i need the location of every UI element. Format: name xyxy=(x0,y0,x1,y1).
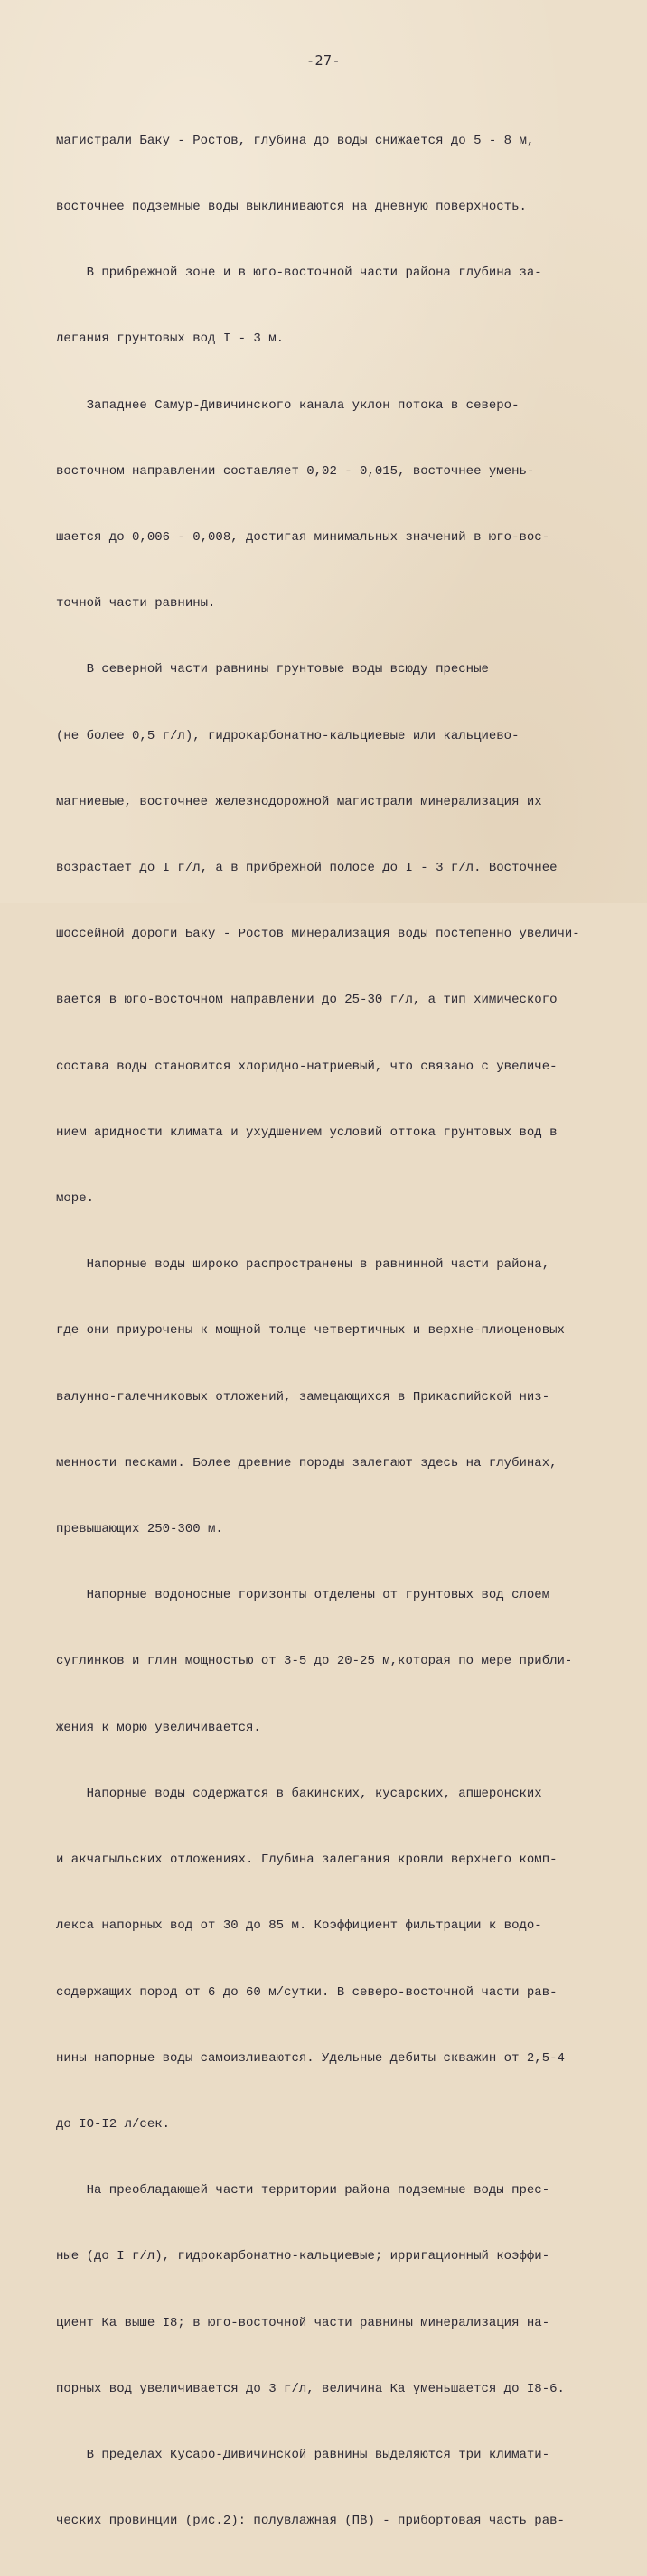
body-text xyxy=(56,86,598,2576)
text-line: точной части равнины. xyxy=(56,596,216,611)
text-line: состава воды становится хлоридно-натриевый, что связано с увеличе- xyxy=(56,1059,558,1074)
text-line: вается в юго-восточном направлении до 25-30 г/л, а тип химического xyxy=(56,993,558,1008)
text-line: ные (до I г/л), гидрокарбонатно-кальциевые; ирригационный коэффи- xyxy=(56,2249,550,2264)
text-line: магниевые, восточнее железнодорожной магистрали минерализация их xyxy=(56,794,542,809)
text-line: восточнее подземные воды выклиниваются на дневную поверхность. xyxy=(56,200,527,215)
text-line: Напорные воды широко распространены в равнинной части района, xyxy=(56,1257,550,1273)
text-line: (не более 0,5 г/л), гидрокарбонатно-кальциевые или кальциево- xyxy=(56,728,520,743)
text-line: магистрали Баку - Ростов, глубина до воды снижается до 5 - 8 м, xyxy=(56,133,535,148)
text-line: восточном направлении составляет 0,02 - 0,015, восточнее умень- xyxy=(56,463,535,479)
text-line: Напорные воды содержатся в бакинских, кусарских, апшеронских xyxy=(56,1786,542,1801)
text-line: и акчагыльских отложениях. Глубина залегания кровли верхнего комп- xyxy=(56,1853,558,1868)
text-line: шается до 0,006 - 0,008, достигая минимальных значений в юго-вос- xyxy=(56,530,550,546)
text-line: В северной части равнины грунтовые воды всюду пресные xyxy=(56,662,489,677)
text-line: суглинков и глин мощностью от 3-5 до 20-25 м,которая по мере прибли- xyxy=(56,1654,573,1669)
text-line: порных вод увеличивается до 3 г/л, величина Ка уменьшается до I8-6. xyxy=(56,2381,565,2396)
text-line: шоссейной дороги Баку - Ростов минерализация воды постепенно увеличи- xyxy=(56,927,580,942)
text-line: В прибрежной зоне и в юго-восточной части района глубина за- xyxy=(56,266,542,281)
text-line: циент Ка выше I8; в юго-восточной части равнины минерализация на- xyxy=(56,2315,550,2330)
text-line: На преобладающей части территории района подземные воды прес- xyxy=(56,2183,550,2198)
text-line: Западнее Самур-Дивичинского канала уклон потока в северо- xyxy=(56,397,520,413)
text-line: Напорные водоносные горизонты отделены от грунтовых вод слоем xyxy=(56,1588,550,1603)
text-line: жения к морю увеличивается. xyxy=(56,1720,261,1735)
text-line: ческих провинции (рис.2): полувлажная (ПВ) - прибортовая часть рав- xyxy=(56,2514,565,2529)
text-line: море. xyxy=(56,1191,95,1207)
text-line: до IO-I2 л/сек. xyxy=(56,2116,171,2132)
text-line: превышающих 250-300 м. xyxy=(56,1522,223,1537)
text-line: нины напорные воды самоизливаются. Удельные дебиты скважин от 2,5-4 xyxy=(56,2050,565,2066)
text-line: менности песками. Более древние породы залегают здесь на глубинах, xyxy=(56,1455,558,1470)
text-line: легания грунтовых вод I - 3 м. xyxy=(56,331,285,347)
text-line: В пределах Кусаро-Дивичинской равнины выделяются три климати- xyxy=(56,2447,550,2462)
text-line: возрастает до I г/л, а в прибрежной полосе до I - 3 г/л. Восточнее xyxy=(56,861,558,876)
text-line: лекса напорных вод от 30 до 85 м. Коэффициент фильтрации к водо- xyxy=(56,1918,542,1934)
text-line: где они приурочены к мощной толще четвертичных и верхне-плиоценовых xyxy=(56,1323,565,1339)
text-line: валунно-галечниковых отложений, замещающихся в Прикаспийской низ- xyxy=(56,1389,550,1405)
text-line: содержащих пород от 6 до 60 м/сутки. В северо-восточной части рав- xyxy=(56,1984,558,2000)
page-number: -27- xyxy=(305,52,342,69)
text-line: нием аридности климата и ухудшением условий оттока грунтовых вод в xyxy=(56,1125,558,1140)
